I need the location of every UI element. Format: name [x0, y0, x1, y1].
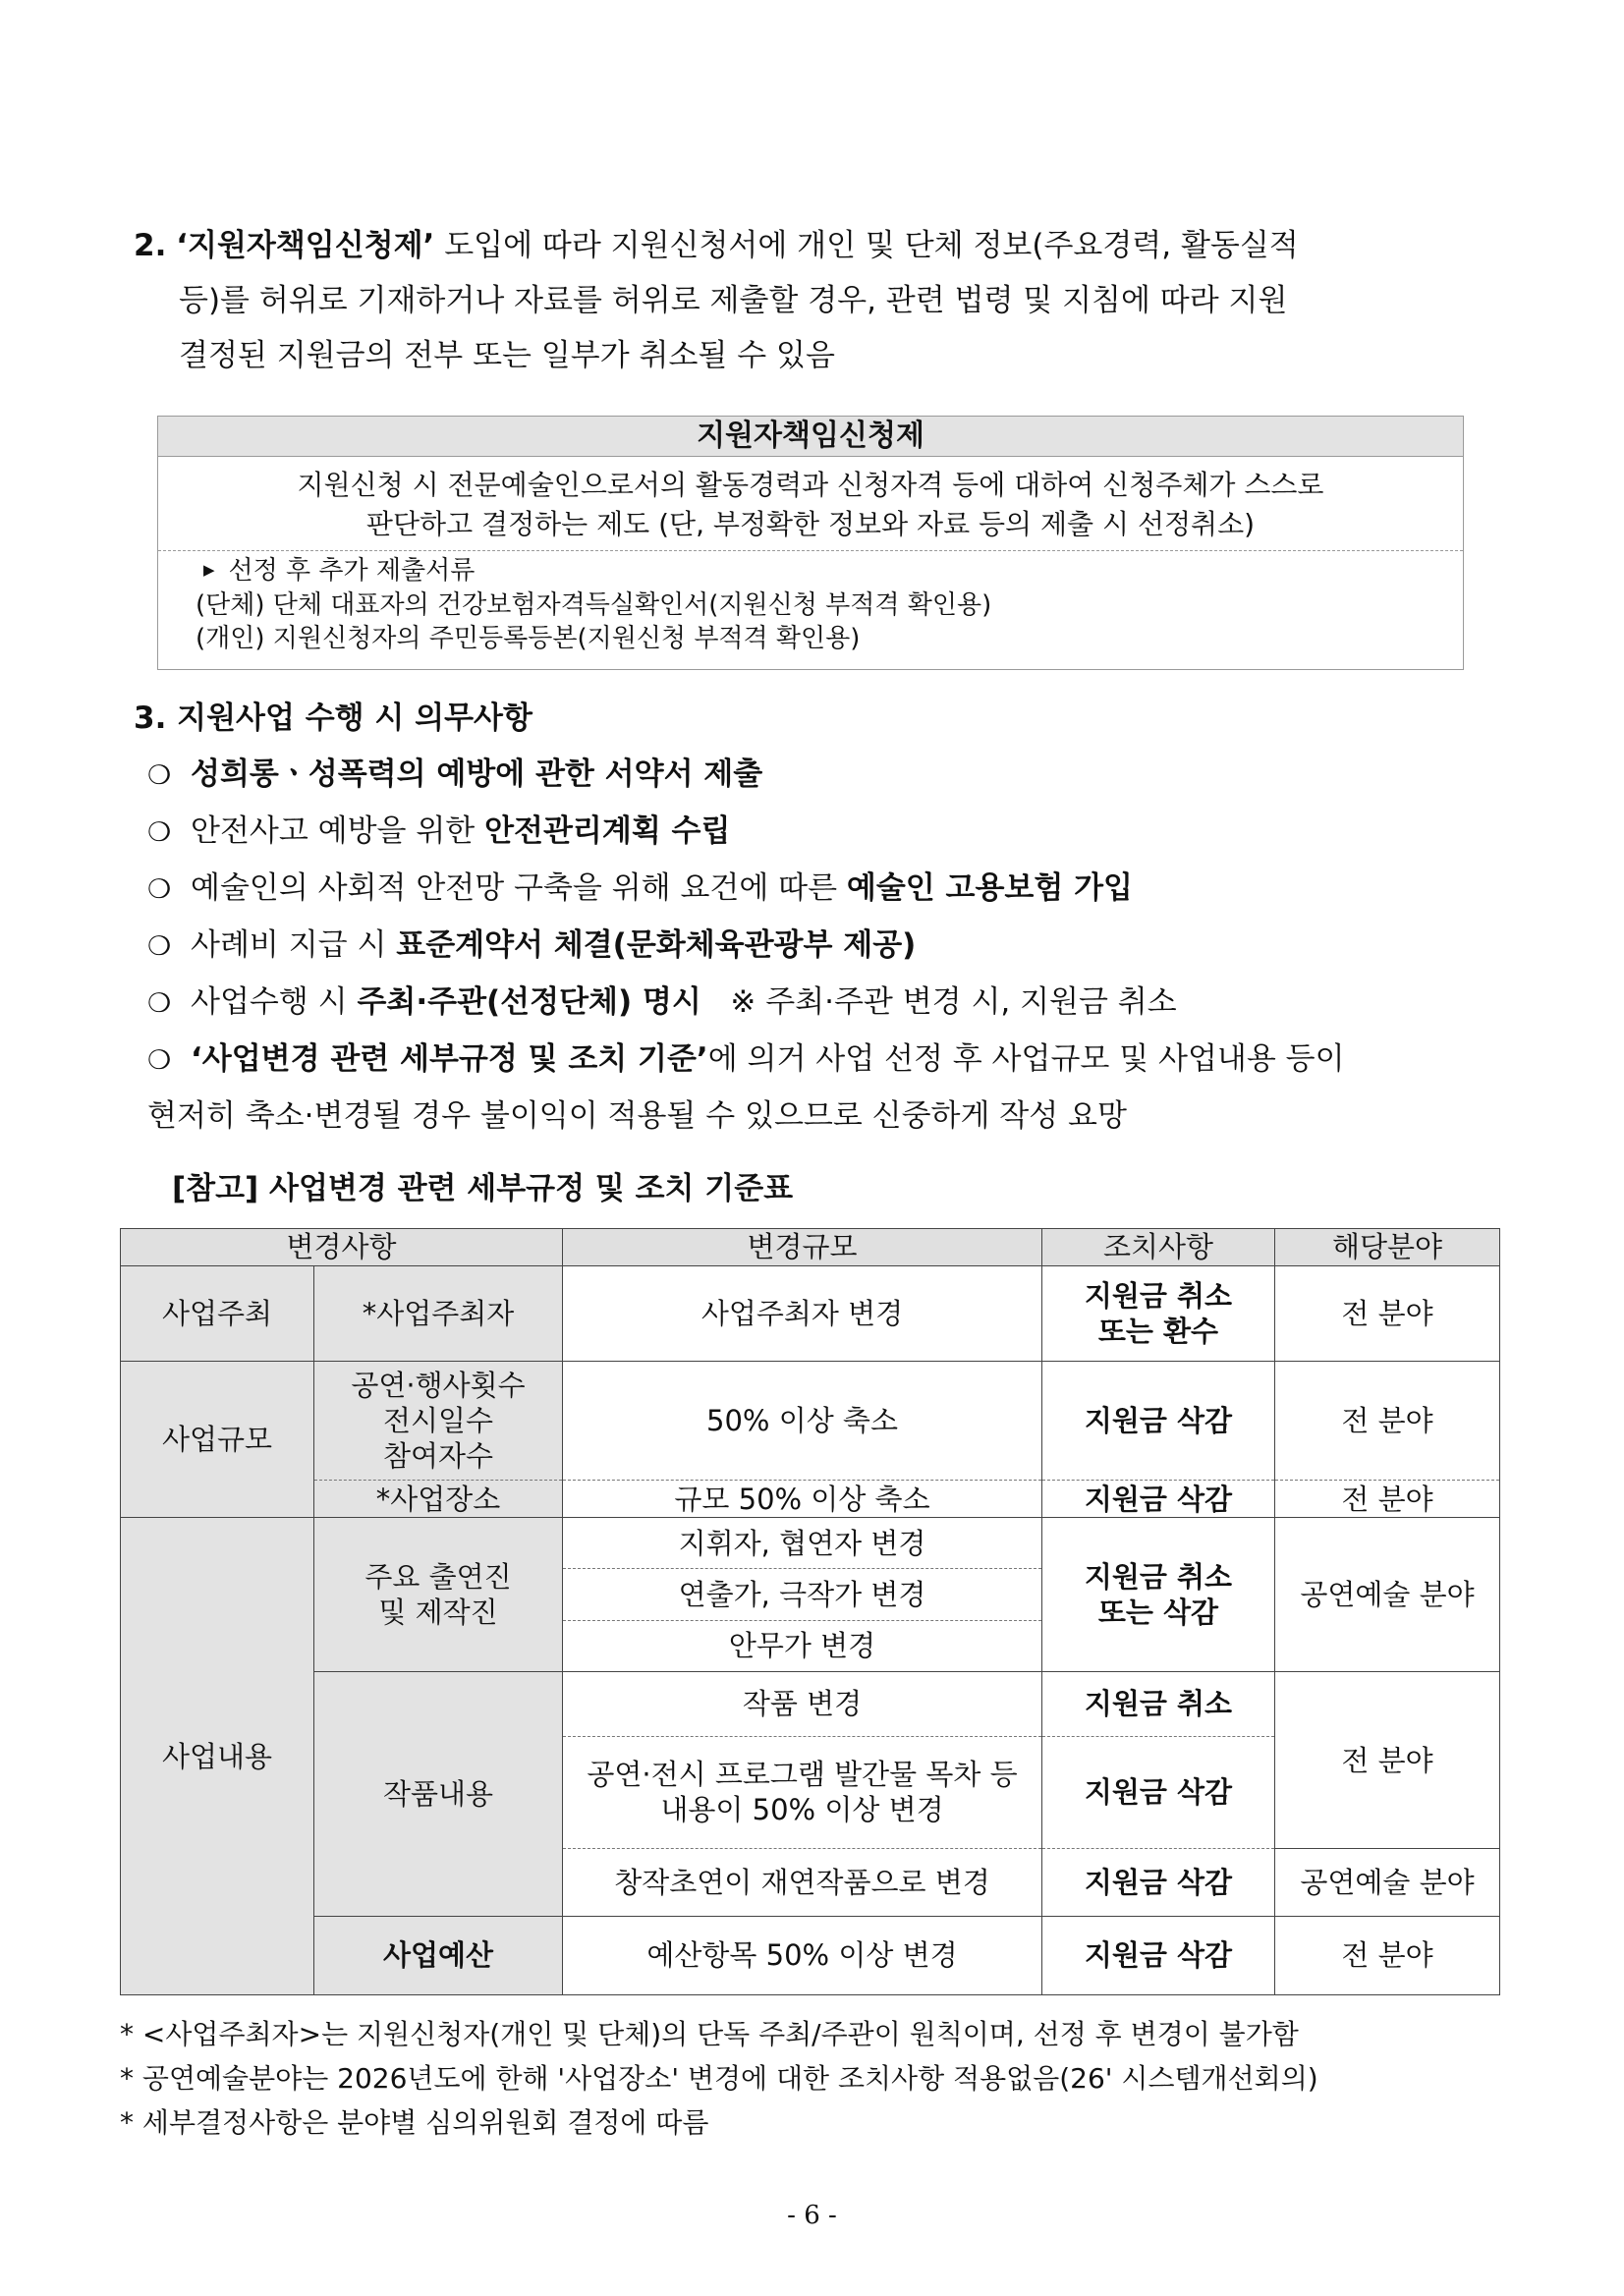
- circle-bullet-icon: ❍: [147, 874, 172, 905]
- section-2-line-1: [134, 218, 1519, 273]
- field-cell: 전 분야: [1275, 1481, 1500, 1518]
- circle-bullet-icon: ❍: [147, 988, 172, 1019]
- scale-cell: 50% 이상 축소: [563, 1362, 1042, 1481]
- category-cell: 사업규모: [121, 1362, 314, 1518]
- subcategory-cell: [314, 1518, 563, 1672]
- circle-bullet-icon: ❍: [147, 931, 172, 962]
- category-cell: 사업주최: [121, 1265, 314, 1361]
- field-cell: 공연예술 분야: [1275, 1518, 1500, 1672]
- obligation-list: [147, 747, 1519, 1145]
- obligation-item: [147, 1032, 1519, 1089]
- page-number: - 6 -: [787, 2201, 837, 2230]
- field-cell: 전 분야: [1275, 1916, 1500, 1994]
- circle-bullet-icon: ❍: [147, 1045, 172, 1076]
- footnote: * 공연예술분야는 2026년도에 한해 '사업장소' 변경에 대한 조치사항 적용없음(26' 시스템개선회의): [120, 2062, 1318, 2095]
- scale-cell: 창작초연이 재연작품으로 변경: [563, 1849, 1042, 1917]
- obligation-item: [147, 747, 1519, 804]
- subcategory-line: 및 제작진: [378, 1596, 498, 1630]
- action-cell: 지원금 삭감: [1042, 1481, 1275, 1518]
- scale-cell: 작품 변경: [563, 1671, 1042, 1736]
- action-cell: 지원금 삭감: [1042, 1849, 1275, 1917]
- subcategory-line: 참여자수: [382, 1439, 494, 1474]
- obligation-bold: 예술인 고용보험 가입: [846, 870, 1134, 906]
- box-list-item: (단체) 단체 대표자의 건강보험자격득실확인서(지원신청 부적격 확인용): [196, 589, 992, 620]
- box-list-head-text: 선정 후 추가 제출서류: [228, 556, 476, 586]
- section-2-line-3: 결정된 지원금의 전부 또는 일부가 취소될 수 있음: [179, 338, 835, 373]
- obligation-bold: 안전관리계획 수립: [484, 813, 731, 849]
- obligation-item: [147, 975, 1519, 1032]
- box-list-head: [196, 554, 1463, 588]
- section-text: 도입에 따라 지원신청서에 개인 및 단체 정보(주요경력, 활동실적: [444, 228, 1299, 263]
- footnote: * <사업주최자>는 지원신청자(개인 및 단체)의 단독 주최/주관이 원칙이며, 선정 후 변경이 불가함: [120, 2018, 1299, 2050]
- obligation-bold: ‘사업변경 관련 세부규정 및 조치 기준’: [191, 1041, 708, 1077]
- scale-cell: 지휘자, 협연자 변경: [563, 1518, 1042, 1569]
- table-row: [121, 1481, 1500, 1518]
- table-header-row: [121, 1229, 1500, 1266]
- obligation-bold: 성희롱ㆍ성폭력의 예방에 관한 서약서 제출: [191, 756, 763, 792]
- section-number: 2.: [134, 228, 167, 263]
- section-term: ‘지원자책임신청제’: [176, 228, 435, 263]
- table-row: [121, 1671, 1500, 1736]
- box-description-line: 지원신청 시 전문예술인으로서의 활동경력과 신청자격 등에 대하여 신청주체가 스스로: [297, 469, 1324, 501]
- obligation-continuation: 현저히 축소·변경될 경우 불이익이 적용될 수 있으므로 신중하게 작성 요망: [147, 1098, 1127, 1134]
- box-description: [158, 457, 1463, 551]
- scale-cell: [563, 1736, 1042, 1849]
- circle-bullet-icon: ❍: [147, 817, 172, 848]
- obligation-text: 사업수행 시: [191, 984, 348, 1020]
- obligation-note: ※ 주최·주관 변경 시, 지원금 취소: [730, 984, 1177, 1020]
- action-cell: 지원금 삭감: [1042, 1916, 1275, 1994]
- subcategory-cell: 작품내용: [314, 1671, 563, 1916]
- obligation-item: [147, 861, 1519, 918]
- obligation-text: 사례비 지급 시: [191, 927, 387, 963]
- obligation-text: 예술인의 사회적 안전망 구축을 위해 요건에 따른: [191, 870, 838, 906]
- applicant-responsibility-box: [157, 416, 1464, 670]
- action-cell: [1042, 1518, 1275, 1672]
- field-cell: 전 분야: [1275, 1265, 1500, 1361]
- scale-line: 내용이 50% 이상 변경: [660, 1793, 944, 1827]
- scale-cell: 예산항목 50% 이상 변경: [563, 1916, 1042, 1994]
- subcategory-line: 전시일수: [382, 1404, 494, 1438]
- circle-bullet-icon: ❍: [147, 760, 172, 791]
- subcategory-cell: 사업예산: [314, 1916, 563, 1994]
- obligation-bold: 주최·주관(선정단체) 명시: [357, 984, 701, 1020]
- scale-cell: 안무가 변경: [563, 1620, 1042, 1671]
- scale-line: 공연·전시 프로그램 발간물 목차 등: [587, 1758, 1018, 1792]
- obligation-item: [147, 804, 1519, 861]
- scale-cell: 사업주최자 변경: [563, 1265, 1042, 1361]
- subcategory-cell: *사업장소: [314, 1481, 563, 1518]
- field-cell: 공연예술 분야: [1275, 1849, 1500, 1917]
- box-list-item: (개인) 지원신청자의 주민등록등본(지원신청 부적격 확인용): [196, 623, 861, 653]
- obligation-text: 안전사고 예방을 위한: [191, 813, 476, 849]
- subcategory-line: 주요 출연진: [364, 1560, 512, 1595]
- subcategory-line: 공연·행사횟수: [351, 1369, 526, 1403]
- action-cell: 지원금 삭감: [1042, 1736, 1275, 1849]
- footnote: * 세부결정사항은 분야별 심의위원회 결정에 따름: [120, 2106, 709, 2139]
- action-cell: 지원금 삭감: [1042, 1362, 1275, 1481]
- table-row: [121, 1265, 1500, 1361]
- footnotes: [120, 2012, 1318, 2145]
- header-cell: 변경사항: [121, 1229, 563, 1266]
- obligation-text: 에 의거 사업 선정 후 사업규모 및 사업내용 등이: [707, 1041, 1345, 1077]
- box-title: 지원자책임신청제: [158, 417, 1463, 457]
- box-description-line: 판단하고 결정하는 제도 (단, 부정확한 정보와 자료 등의 제출 시 선정취소): [365, 508, 1256, 540]
- header-cell: 조치사항: [1042, 1229, 1275, 1266]
- obligation-bold: 표준계약서 체결(문화체육관광부 제공): [396, 927, 917, 963]
- action-line: 또는 삭감: [1097, 1596, 1219, 1630]
- change-rules-table: [120, 1228, 1500, 1995]
- table-row: [121, 1362, 1500, 1481]
- table-row: [121, 1916, 1500, 1994]
- scale-cell: 규모 50% 이상 축소: [563, 1481, 1042, 1518]
- header-cell: 변경규모: [563, 1229, 1042, 1266]
- scale-cell: 연출가, 극작가 변경: [563, 1569, 1042, 1620]
- field-cell: 전 분야: [1275, 1671, 1500, 1848]
- section-3-title: 3. 지원사업 수행 시 의무사항: [134, 700, 532, 736]
- table-row: [121, 1518, 1500, 1569]
- action-cell: [1042, 1265, 1275, 1361]
- action-line: 지원금 취소: [1084, 1279, 1233, 1314]
- category-cell: 사업내용: [121, 1518, 314, 1995]
- obligation-item: [147, 918, 1519, 975]
- action-line: 또는 환수: [1097, 1315, 1219, 1349]
- action-cell: 지원금 취소: [1042, 1671, 1275, 1736]
- action-line: 지원금 취소: [1084, 1560, 1233, 1595]
- header-cell: 해당분야: [1275, 1229, 1500, 1266]
- reference-title: [참고] 사업변경 관련 세부규정 및 조치 기준표: [172, 1171, 794, 1206]
- section-2-line-2: 등)를 허위로 기재하거나 자료를 허위로 제출할 경우, 관련 법령 및 지침에 따라 지원: [179, 283, 1288, 318]
- subcategory-cell: [314, 1362, 563, 1481]
- box-list: [158, 551, 1463, 655]
- field-cell: 전 분야: [1275, 1362, 1500, 1481]
- subcategory-cell: *사업주최자: [314, 1265, 563, 1361]
- triangle-bullet-icon: ▶: [203, 560, 215, 579]
- section-2: [134, 218, 1519, 383]
